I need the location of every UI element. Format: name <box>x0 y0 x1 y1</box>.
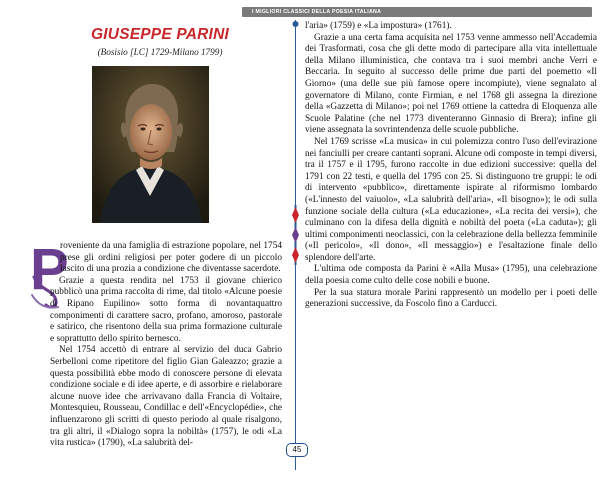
paragraph: roveniente da una famiglia di estrazione popolare, nel 1754 prese gli ordini religiosi per poter godere di un piccolo lascito di una prozia a condizione che diventasse sacerdote. <box>60 241 282 275</box>
right-text-column <box>305 21 597 371</box>
paragraph: Per la sua statura morale Parini rappresentò un modello per i poeti delle generazioni successive, da Foscolo fino a Carducci. <box>305 287 597 310</box>
divider-top-ornament-icon <box>291 20 300 32</box>
drop-cap-letter: P <box>30 237 69 302</box>
divider-middle-ornament-icon <box>291 205 300 265</box>
left-text-column <box>50 241 282 473</box>
paragraph: L'ultima ode composta da Parini è «Alla Musa» (1795), una celebrazione della poesia come culto delle cose nobili e buone. <box>305 264 597 287</box>
article-title: GIUSEPPE PARINI <box>91 26 229 43</box>
article-subtitle: (Bosisio [LC] 1729-Milano 1799) <box>97 47 223 57</box>
paragraph: Nel 1754 accettò di entrare al servizio del duca Gabrio Serbelloni come ripetitore del figlio Gian Galeazzo; grazie a questa possibilità ebbe modo di conoscere persone di elevata condizione sociale e di idee aperte, e di assorbire e rielaborare alcune nuove idee che arrivavano dalla Francia di Voltaire, Montesquieu, Rousseau, Condillac e dell'«Encyclopédie», che influenzarono gli scritti di questo periodo al quale risalgono, tra gli altri, il «Dialogo sopra la nobiltà» (1757), le odi «La vita rustica» (1790), «La salubrità del- <box>50 345 282 449</box>
paragraph: Nel 1769 scrisse «La musica» in cui polemizza contro l'uso dell'evirazione nei fanciulli per creare cantanti soprani. Alcune odi composte in tempi diversi, tra il 1757 e il 1795, furono raccolte in due edizioni successive: quella del 1791 con 22 testi, e quella del 1795 con 25. Si distinguono tre gruppi: le odi di intervento «pubblico», direttamente ispirate al riformismo lombardo («L'innesto del vaiuolo», «La salubrità dell'aria», «Il bisogno»); le odi sulla funzione sociale della cultura («La educazione», «La recita dei versi»), che culminano con la difesa della dignità e nobiltà del poeta («La caduta»); gli ultimi componimenti neoclassici, con la celebrazione della bellezza femminile («Il pericolo», «Il dono», «Il messaggio») e l'esaltazione finale dello splendore dell'arte. <box>305 136 597 263</box>
page-number: 45 <box>286 443 308 457</box>
paragraph: Grazie a una certa fama acquisita nel 1753 venne ammesso nell'Accademia dei Trasformati, cosa che gli dette modo di partecipare alla vita intellettuale della Milano illuministica, che contava tra i suoi membri anche Verri e Beccaria. In seguito al successo delle prime due parti del poemetto «Il Giorno» (una delle sue più famose opere incompiute), viene segnalato al governatore di Milano, conte Firmian, e nel 1768 gli assegna la direzione della «Gazzetta di Milano»; poi nel 1769 ottiene la cattedra di Eloquenza alle Scuole Palatine (che nel 1773 diventeranno Ginnasio di Brera); infine gli viene assegnata la sovrintendenza delle scuole pubbliche. <box>305 32 597 136</box>
portrait-painting <box>92 66 209 223</box>
running-header <box>242 7 592 17</box>
paragraph: Grazie a questa rendita nel 1753 il giovane chierico pubblicò una prima raccolta di rime, dal titolo «Alcune poesie di Ripano Eupilino» sotto forma di novantaquattro componimenti di carattere sacro, profano, amoroso, pastorale e satirico, che risentono della sua prima formazione culturale e soprattutto dello spirito bernesco. <box>50 275 282 344</box>
running-header-title: I MIGLIORI CLASSICI DELLA POESIA ITALIANA <box>252 9 382 15</box>
paragraph: l'aria» (1759) e «La impostura» (1761). <box>305 21 452 31</box>
portrait-image <box>92 66 209 223</box>
